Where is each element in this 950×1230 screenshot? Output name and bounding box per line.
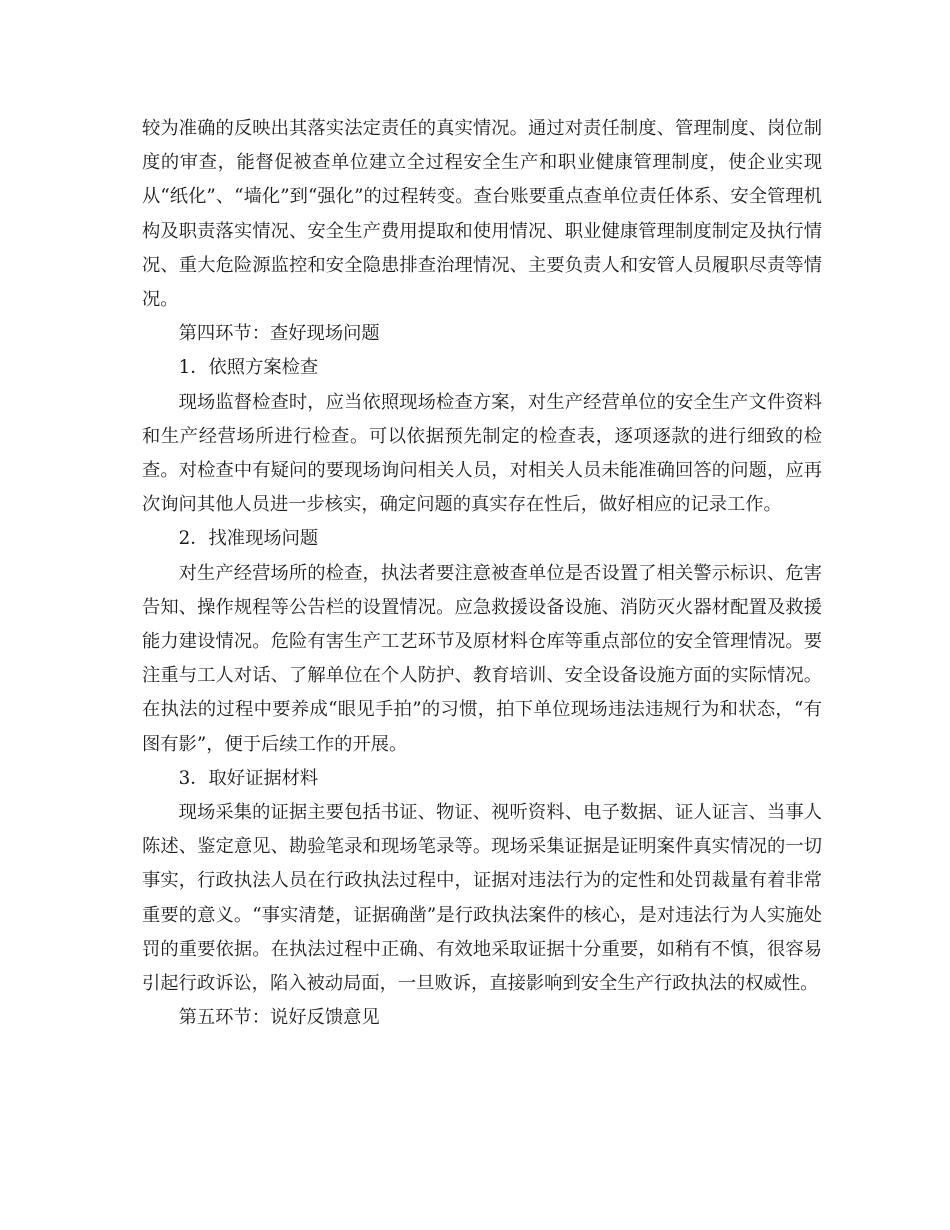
paragraph-continuation: 较为准确的反映出其落实法定责任的真实情况。通过对责任制度、管理制度、岗位制度的审查，能督促被查单位建立全过程安全生产和职业健康管理制度，使企业实现从“纸化”、“墙化”到“强化”的过程转变。查台账要重点查单位责任体系、安全管理机构及职责落实情况、安全生产费用提取和使用情况、职业健康管理制度制定及执行情况、重大危险源监控和安全隐患排查治理情况、主要负责人和安管人员履职尽责等情况。 bbox=[142, 118, 822, 311]
section-heading-step-4: 第四环节：查好现场问题 bbox=[178, 323, 380, 345]
section-heading-step-5: 第五环节：说好反馈意见 bbox=[178, 1007, 380, 1029]
paragraph: 现场采集的证据主要包括书证、物证、视听资料、电子数据、证人证言、当事人陈述、鉴定意见、勘验笔录和现场笔录等。现场采集证据是证明案件真实情况的一切事实，行政执法人员在行政执法过程中，证据对违法行为的定性和处罚裁量有着非常重要的意义。“事实清楚，证据确凿”是行政执法案件的核心，是对违法行为人实施处罚的重要依据。在执法过程中正确、有效地采取证据十分重要，如稍有不慎，很容易引起行政诉讼，陷入被动局面，一旦败诉，直接影响到安全生产行政执法的权威性。 bbox=[142, 802, 822, 995]
document-body bbox=[142, 112, 822, 1035]
paragraph: 对生产经营场所的检查，执法者要注意被查单位是否设置了相关警示标识、危害告知、操作规程等公告栏的设置情况。应急救援设备设施、消防灭火器材配置及救援能力建设情况。危险有害生产工艺环节及原材料仓库等重点部位的安全管理情况。要注重与工人对话、了解单位在个人防护、教育培训、安全设备设施方面的实际情况。在执法的过程中要养成“眼见手拍”的习惯，拍下单位现场违法违规行为和状态，“有图有影”，便于后续工作的开展。 bbox=[142, 562, 822, 755]
subheading-3: 3．取好证据材料 bbox=[178, 767, 319, 789]
subheading-1: 1．依照方案检查 bbox=[178, 357, 319, 379]
subheading-2: 2．找准现场问题 bbox=[178, 528, 319, 550]
paragraph: 现场监督检查时，应当依照现场检查方案，对生产经营单位的安全生产文件资料和生产经营场所进行检查。可以依据预先制定的检查表，逐项逐款的进行细致的检查。对检查中有疑问的要现场询问相关人员，对相关人员未能准确回答的问题，应再次询问其他人员进一步核实，确定问题的真实存在性后，做好相应的记录工作。 bbox=[142, 391, 822, 516]
